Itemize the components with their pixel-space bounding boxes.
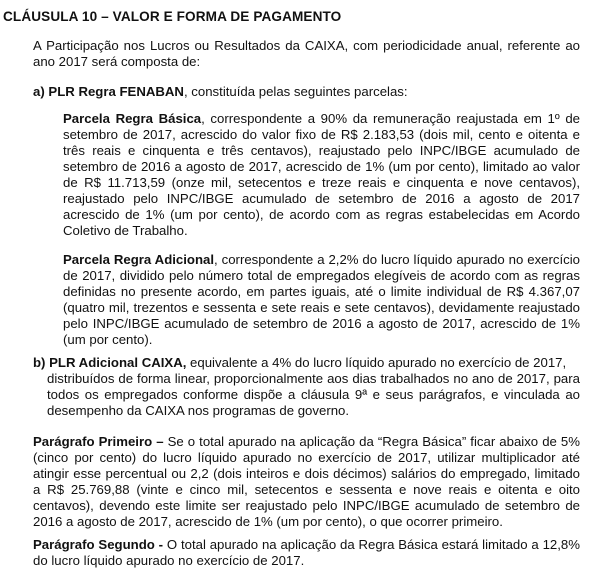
- parcela-adicional-paragraph: [63, 252, 580, 348]
- item-b-text-first: equivalente a 4% do lucro líquido apurado no exercício de 2017,: [186, 355, 567, 370]
- clause-intro: A Participação nos Lucros ou Resultados da CAIXA, com periodicidade anual, referente ao ano 2017 será composta de:: [33, 38, 580, 69]
- parcela-basica-paragraph: [63, 111, 580, 239]
- clause-title: CLÁUSULA 10 – VALOR E FORMA DE PAGAMENTO: [3, 9, 342, 24]
- item-a-marker: a): [33, 84, 45, 99]
- paragrafo-primeiro-text: Se o total apurado na aplicação da “Regra Básica” ficar abaixo de 5% (cinco por cento) do lucro líquido apurado no exercício de 2017, utilizar multiplicador até atingir esse percentual ou 2,2 (dois inteiros e dois décimos) salários do empregado, limitado a R$ 25.769,88 (vinte e cinco mil, setecentos e sessenta e nove reais e oitenta e oito centavos), devendo este limite ser reajustado pelo INPC/IBGE acumulado de setembro de 2016 a agosto de 2017, acrescido de 1% (um por cento), o que ocorrer primeiro.: [33, 434, 580, 529]
- item-b-text-rest: distribuídos de forma linear, proporcionalmente aos dias trabalhados no ano de 2017, para todos os empregados conforme dispõe a cláusula 9ª e seus parágrafos, e vinculada ao desempenho da CAIXA nos programas de governo.: [47, 371, 580, 418]
- parcela-adicional-text: , correspondente a 2,2% do lucro líquido apurado no exercício de 2017, dividido pelo número total de empregados elegíveis de acordo com as regras definidas no presente acordo, em partes iguais, até o limite individual de R$ 4.367,07 (quatro mil, trezentos e sessenta e sete reais e sete centavos), devidamente reajustado pelo INPC/IBGE acumulado de setembro de 2016 a agosto de 2017, acrescido de 1% (um por cento).: [63, 252, 581, 347]
- parcela-basica-text: , correspondente a 90% da remuneração reajustada em 1º de setembro de 2017, acrescido do valor fixo de R$ 2.183,53 (dois mil, cento e oitenta e três reais e cinquenta e três centavos), reajustado pelo INPC/IBGE acumulado de setembro de 2016 a agosto de 2017, acrescido de 1% (um por cento), limitado ao valor de R$ 11.713,59 (onze mil, setecentos e treze reais e cinquenta e nove centavos), reajustado pelo INPC/IBGE acumulado de setembro de 2016 a agosto de 2017 acrescido de 1% (um por cento), de acordo com as regras estabelecidas em Acordo Coletivo de Trabalho.: [63, 111, 580, 238]
- item-b-title: PLR Adicional CAIXA,: [49, 355, 187, 370]
- paragrafo-segundo: [33, 537, 580, 569]
- paragrafo-primeiro: [33, 434, 580, 530]
- item-a-text: , constituída pelas seguintes parcelas:: [183, 84, 408, 99]
- parcela-adicional-title: Parcela Regra Adicional: [63, 252, 215, 267]
- item-b-paragraph: [33, 355, 580, 419]
- paragrafo-segundo-title: Parágrafo Segundo -: [33, 537, 164, 552]
- item-a-title: PLR Regra FENABAN: [48, 84, 184, 99]
- item-b-marker: b): [33, 355, 46, 370]
- paragrafo-primeiro-title: Parágrafo Primeiro –: [33, 434, 164, 449]
- item-a-paragraph: [33, 84, 580, 100]
- parcela-basica-title: Parcela Regra Básica: [63, 111, 202, 126]
- paragrafo-segundo-text: O total apurado na aplicação da Regra Básica estará limitado a 12,8% do lucro líquido apurado no exercício de 2017.: [33, 537, 580, 568]
